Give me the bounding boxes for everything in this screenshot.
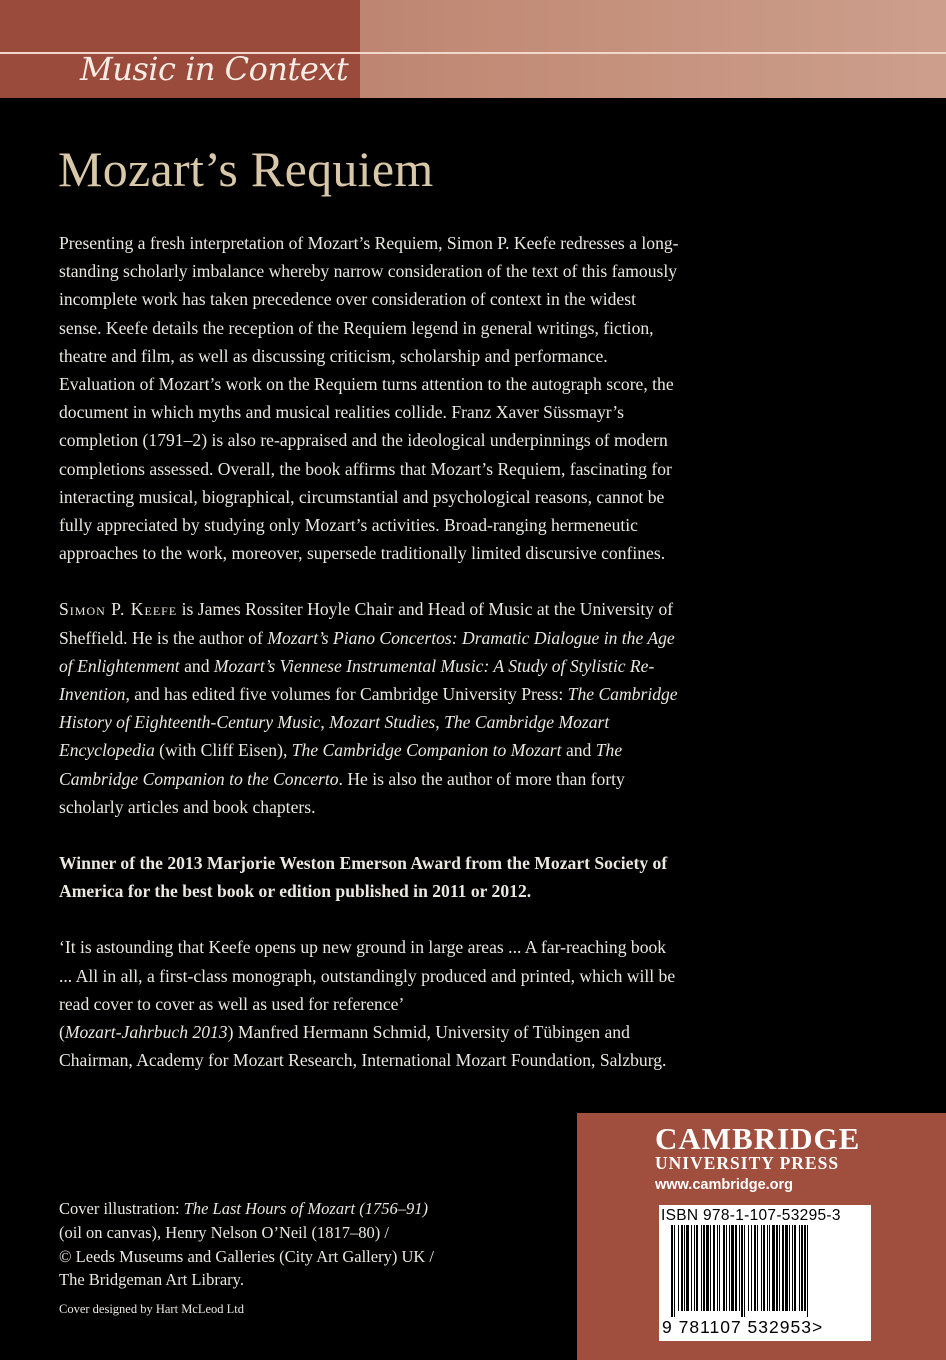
barcode-bar [776, 1225, 778, 1311]
book-title-7: The Cambridge Companion to the Concerto [59, 740, 623, 789]
author-name: Simon P. Keefe [59, 599, 178, 620]
barcode-bar [717, 1225, 718, 1311]
barcode-bar [767, 1225, 768, 1311]
isbn-text: ISBN 978-1-107-53295-3 [661, 1207, 841, 1224]
barcode-number: 9 781107 532953> [662, 1317, 824, 1337]
barcode-bar [686, 1225, 689, 1311]
series-title: Music in Context [80, 50, 349, 88]
barcode-bar [799, 1225, 800, 1311]
barcode-bar [785, 1225, 788, 1311]
book-title-3: The Cambridge History of Eighteenth-Century Music [59, 684, 678, 733]
book-title-1: Mozart’s Piano Concertos: Dramatic Dialogue in the Age of Enlightenment [59, 627, 675, 676]
barcode-bar [789, 1225, 790, 1311]
barcode-bar [748, 1225, 749, 1311]
publisher-name: CAMBRIDGE [655, 1121, 861, 1156]
barcode-bar [769, 1225, 770, 1311]
barcode-bar [706, 1225, 709, 1311]
barcode-bar [772, 1225, 775, 1311]
barcode-bar [691, 1225, 692, 1311]
barcode-bar [751, 1225, 752, 1311]
book-title-5: The Cambridge Mozart Encyclopedia [59, 712, 610, 761]
barcode-bar [757, 1225, 758, 1311]
publisher-block [577, 1113, 946, 1360]
barcode-bar [678, 1225, 679, 1311]
barcode-bar [703, 1225, 705, 1311]
book-title-4: Mozart Studies [329, 712, 436, 733]
barcode-bar [807, 1225, 808, 1317]
publisher-subtitle: UNIVERSITY PRESS [655, 1153, 840, 1173]
book-title-6: The Cambridge Companion to Mozart [291, 740, 562, 761]
description: Presenting a fresh interpretation of Mozart’s Requiem, Simon P. Keefe redresses a long-standing scholarly imbalance whereby narrow consideration of the text of this famously incomplete work has taken precedence over consideration of context in the widest sense. Keefe details the reception of the Requiem legend in general writings, fiction, theatre and film, as well as discussing criticism, scholarship and performance. Evaluation of Mozart’s work on the Requiem turns attention to the autograph score, the document in which myths and musical realities collide. Franz Xaver Süssmayr’s completion (1791–2) is also re-appraised and the ideological underpinnings of modern completions assessed. Overall, the book affirms that Mozart’s Requiem, fascinating for interacting musical, biographical, circumstantial and psychological reasons, cannot be fully appreciated by studying only Mozart’s activities. Broad-ranging hermeneutic approaches to the work, moreover, supersede traditionally limited discursive confines. [59, 233, 679, 564]
barcode-bar [719, 1225, 720, 1311]
book-title-2: Mozart’s Viennese Instrumental Music: A Study of Stylistic Re-Invention [59, 655, 655, 705]
barcode-bar [713, 1225, 715, 1311]
barcode-bar [723, 1225, 725, 1311]
designer-credit: Cover designed by Hart McLeod Ltd [59, 1302, 245, 1316]
author-bio: Simon P. Keefe is James Rossiter Hoyle Chair and Head of Music at the University of Sheffield. He is the author of Mozart’s Piano Concertos: Dramatic Dialogue in the Age of Enlightenment and Mozart’s Viennese Instrumental Music: A Study of Stylistic Re-Invention, and has edited five volumes for Cambridge University Press: The Cambridge History of Eighteenth-Century Music, Mozart Studies, The Cambridge Mozart Encyclopedia (with Cliff Eisen), The Cambridge Companion to Mozart and The Cambridge Companion to the Concerto. He is also the author of more than forty scholarly articles and book chapters. [59, 599, 678, 817]
review-source: Mozart-Jahrbuch 2013 [64, 1022, 228, 1043]
barcode-bar [729, 1225, 730, 1311]
barcode-bar [701, 1225, 702, 1311]
barcode-bar [674, 1225, 675, 1317]
barcode-bar [731, 1225, 734, 1311]
barcode-icon [659, 1225, 871, 1317]
cover-credits: Cover illustration: The Last Hours of Mozart (1756–91) (oil on canvas), Henry Nelson O’Neil (1817–80) / © Leeds Museums and Galleries (City Art Gallery) UK / The Bridgeman Art Library. [59, 1199, 434, 1290]
barcode-bar [779, 1225, 780, 1311]
back-cover-text [59, 229, 679, 1102]
barcode-bar [684, 1225, 685, 1311]
barcode-bar [696, 1225, 698, 1311]
barcode-bar [754, 1225, 756, 1311]
barcode-bar [794, 1225, 796, 1311]
barcode-bar [744, 1225, 745, 1317]
publisher-url: www.cambridge.org [655, 1177, 794, 1193]
barcode-bar [694, 1225, 695, 1311]
book-title: Mozart’s Requiem [58, 141, 434, 197]
barcode-bar [671, 1225, 673, 1317]
barcode-bar [741, 1225, 743, 1317]
barcode-bar [726, 1225, 727, 1311]
barcode-bar [804, 1225, 806, 1311]
review-attribution: Manfred Hermann Schmid, University of Tübingen and Chairman, Academy for Mozart Research, International Mozart Foundation, Salzburg. [59, 1022, 667, 1071]
barcode-bar [801, 1225, 803, 1311]
barcode-bar [763, 1225, 765, 1311]
barcode-bar [792, 1225, 793, 1311]
cover-work-title: The Last Hours of Mozart (1756–91) [183, 1199, 428, 1218]
barcode-bar [761, 1225, 762, 1311]
barcode-bar [710, 1225, 711, 1311]
barcode-bar [681, 1225, 683, 1311]
barcode-bar [782, 1225, 784, 1311]
review-quote: ‘It is astounding that Keefe opens up new ground in large areas ... A far-reaching book ... All in all, a first-class monograph, outstandingly produced and printed, which will be read cover to cover as well as used for reference’ (Mozart-Jahrbuch 2013) Manfred Hermann Schmid, University of Tübingen and Chairman, Academy for Mozart Research, International Mozart Foundation, Salzburg. [59, 937, 676, 1071]
award-note: Winner of the 2013 Marjorie Weston Emerson Award from the Mozart Society of America for the best book or edition published in 2011 or 2012. [59, 853, 668, 902]
barcode-bar [739, 1225, 740, 1311]
barcode-bar [735, 1225, 737, 1311]
barcode-box [659, 1205, 871, 1341]
